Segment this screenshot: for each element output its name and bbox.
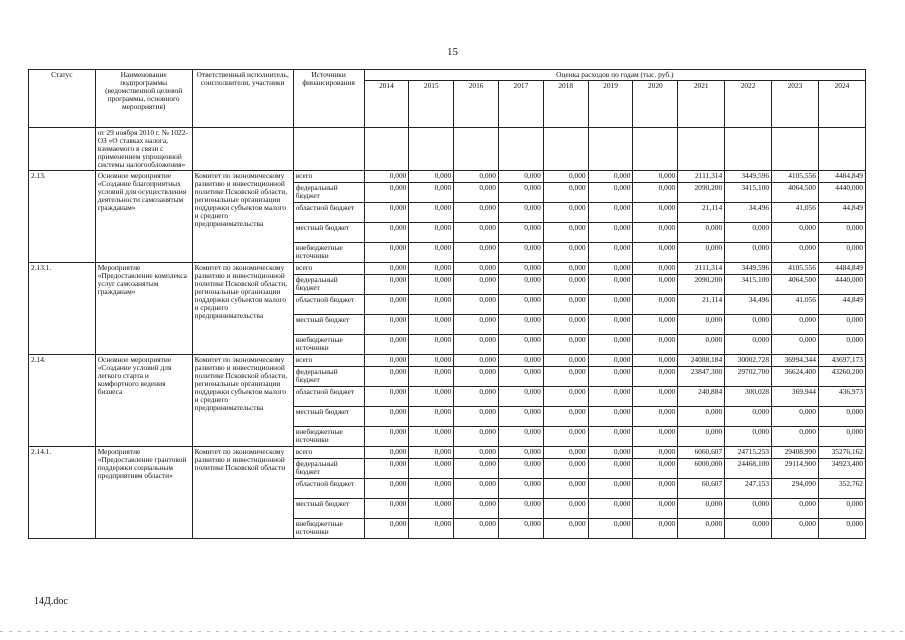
amount-cell: 0,000 — [409, 334, 454, 354]
amount-cell: 0,000 — [409, 458, 454, 478]
amount-cell: 0,000 — [543, 262, 588, 274]
amount-cell: 0,000 — [543, 222, 588, 242]
continuation-status-cell — [29, 127, 96, 170]
amount-cell: 0,000 — [364, 458, 409, 478]
funding-source: внебюджетные источники — [293, 242, 364, 262]
amount-cell: 0,000 — [772, 334, 819, 354]
amount-cell: 0,000 — [633, 406, 678, 426]
amount-cell: 0,000 — [818, 426, 865, 446]
amount-cell: 34,496 — [725, 202, 772, 222]
amount-cell: 0,000 — [364, 498, 409, 518]
amount-cell: 21,114 — [678, 202, 725, 222]
amount-cell: 0,000 — [725, 426, 772, 446]
amount-cell: 0,000 — [454, 182, 499, 202]
amount-cell: 29702,700 — [725, 366, 772, 386]
amount-cell: 0,000 — [678, 426, 725, 446]
amount-cell: 0,000 — [543, 182, 588, 202]
amount-cell: 0,000 — [633, 222, 678, 242]
amount-cell: 2090,200 — [678, 182, 725, 202]
amount-cell: 0,000 — [454, 478, 499, 498]
amount-cell: 0,000 — [454, 274, 499, 294]
amount-cell: 0,000 — [364, 406, 409, 426]
amount-cell: 43697,173 — [818, 354, 865, 366]
amount-cell: 4484,849 — [818, 262, 865, 274]
amount-cell: 0,000 — [409, 354, 454, 366]
amount-cell: 0,000 — [409, 242, 454, 262]
amount-cell: 4484,849 — [818, 170, 865, 182]
amount-cell: 0,000 — [633, 274, 678, 294]
amount-cell: 0,000 — [364, 334, 409, 354]
amount-cell: 43260,200 — [818, 366, 865, 386]
funding-source: внебюджетные источники — [293, 334, 364, 354]
amount-cell: 0,000 — [364, 426, 409, 446]
row-responsible: Комитет по экономическому развитию и инвестиционной политике Псковской области, региональные организации поддержки субъектов малого и среднего предпринимательства — [192, 262, 293, 354]
amount-cell: 0,000 — [588, 518, 633, 538]
amount-cell: 0,000 — [588, 274, 633, 294]
amount-cell: 0,000 — [454, 366, 499, 386]
amount-cell: 0,000 — [499, 366, 544, 386]
amount-cell: 0,000 — [588, 202, 633, 222]
amount-cell: 369,944 — [772, 386, 819, 406]
amount-cell: 2111,314 — [678, 262, 725, 274]
amount-cell: 0,000 — [678, 242, 725, 262]
amount-cell: 0,000 — [678, 406, 725, 426]
amount-cell: 0,000 — [454, 262, 499, 274]
amount-cell: 436,973 — [818, 386, 865, 406]
amount-cell: 6060,607 — [678, 446, 725, 458]
amount-cell: 0,000 — [633, 262, 678, 274]
amount-cell: 35276,162 — [818, 446, 865, 458]
amount-cell: 0,000 — [454, 242, 499, 262]
scan-edge-artifact — [0, 631, 905, 632]
amount-cell: 0,000 — [499, 222, 544, 242]
continuation-responsible-cell — [192, 127, 293, 170]
funding-source: областной бюджет — [293, 294, 364, 314]
amount-cell: 0,000 — [499, 386, 544, 406]
amount-cell: 0,000 — [409, 518, 454, 538]
amount-cell: 0,000 — [409, 202, 454, 222]
amount-cell: 0,000 — [543, 242, 588, 262]
amount-cell: 0,000 — [588, 222, 633, 242]
page-number: 15 — [447, 46, 458, 58]
amount-cell: 0,000 — [454, 458, 499, 478]
amount-cell: 0,000 — [633, 354, 678, 366]
amount-cell: 0,000 — [588, 386, 633, 406]
amount-cell: 0,000 — [499, 294, 544, 314]
amount-cell: 0,000 — [454, 202, 499, 222]
amount-cell: 0,000 — [499, 242, 544, 262]
amount-cell: 44,849 — [818, 202, 865, 222]
amount-cell: 4064,500 — [772, 182, 819, 202]
header-sources: Источники финансирования — [293, 70, 364, 128]
header-year: 2021 — [678, 80, 725, 127]
amount-cell: 0,000 — [543, 386, 588, 406]
amount-cell: 0,000 — [454, 314, 499, 334]
header-year: 2022 — [725, 80, 772, 127]
header-year: 2024 — [818, 80, 865, 127]
amount-cell: 0,000 — [588, 314, 633, 334]
amount-cell: 4105,556 — [772, 170, 819, 182]
funding-source: областной бюджет — [293, 386, 364, 406]
continuation-source-cell — [293, 127, 364, 170]
amount-cell: 0,000 — [678, 518, 725, 538]
amount-cell: 0,000 — [772, 242, 819, 262]
funding-source: федеральный бюджет — [293, 182, 364, 202]
amount-cell: 21,114 — [678, 294, 725, 314]
amount-cell: 0,000 — [588, 458, 633, 478]
amount-cell: 41,056 — [772, 294, 819, 314]
amount-cell: 0,000 — [409, 446, 454, 458]
amount-cell: 34,496 — [725, 294, 772, 314]
amount-cell: 0,000 — [543, 334, 588, 354]
amount-cell: 24468,100 — [725, 458, 772, 478]
funding-source: областной бюджет — [293, 478, 364, 498]
amount-cell: 0,000 — [499, 498, 544, 518]
amount-cell: 0,000 — [543, 354, 588, 366]
header-year: 2014 — [364, 80, 409, 127]
amount-cell: 0,000 — [409, 498, 454, 518]
amount-cell: 0,000 — [409, 366, 454, 386]
amount-cell: 0,000 — [499, 518, 544, 538]
amount-cell: 0,000 — [454, 498, 499, 518]
amount-cell: 0,000 — [633, 386, 678, 406]
amount-cell: 0,000 — [678, 334, 725, 354]
amount-cell: 0,000 — [499, 458, 544, 478]
table-row — [29, 354, 866, 366]
amount-cell: 0,000 — [818, 222, 865, 242]
amount-cell: 3449,596 — [725, 262, 772, 274]
header-year: 2015 — [409, 80, 454, 127]
header-status: Статус — [29, 70, 96, 128]
funding-source: местный бюджет — [293, 406, 364, 426]
funding-source: местный бюджет — [293, 222, 364, 242]
amount-cell: 247,153 — [725, 478, 772, 498]
funding-source: всего — [293, 446, 364, 458]
amount-cell: 0,000 — [364, 274, 409, 294]
amount-cell: 0,000 — [633, 458, 678, 478]
amount-cell: 0,000 — [499, 406, 544, 426]
amount-cell: 4440,000 — [818, 182, 865, 202]
amount-cell: 30002,728 — [725, 354, 772, 366]
amount-cell: 0,000 — [454, 294, 499, 314]
amount-cell: 44,849 — [818, 294, 865, 314]
header-name: Наименование подпрограммы (ведомственной целевой программы, основного мероприятия) — [95, 70, 192, 128]
amount-cell: 0,000 — [499, 354, 544, 366]
amount-cell: 0,000 — [725, 518, 772, 538]
amount-cell: 0,000 — [588, 498, 633, 518]
amount-cell: 0,000 — [364, 314, 409, 334]
amount-cell: 0,000 — [818, 242, 865, 262]
row-responsible: Комитет по экономическому развитию и инвестиционной политике Псковской области — [192, 446, 293, 538]
amount-cell: 4440,000 — [818, 274, 865, 294]
amount-cell: 0,000 — [543, 314, 588, 334]
funding-source: областной бюджет — [293, 202, 364, 222]
row-responsible: Комитет по экономическому развитию и инвестиционной политике Псковской области, региональные организации поддержки субъектов малого и среднего предпринимательства — [192, 354, 293, 446]
amount-cell: 0,000 — [818, 498, 865, 518]
amount-cell: 0,000 — [543, 518, 588, 538]
amount-cell: 0,000 — [633, 294, 678, 314]
amount-cell: 0,000 — [409, 478, 454, 498]
row-name: Основное мероприятие «Создание благоприятных условий для осуществления деятельности самозанятым гражданам» — [95, 170, 192, 262]
amount-cell: 0,000 — [772, 222, 819, 242]
amount-cell: 0,000 — [543, 478, 588, 498]
amount-cell: 0,000 — [633, 242, 678, 262]
amount-cell: 0,000 — [364, 518, 409, 538]
amount-cell: 0,000 — [633, 202, 678, 222]
amount-cell: 0,000 — [772, 518, 819, 538]
amount-cell: 0,000 — [543, 274, 588, 294]
amount-cell: 0,000 — [499, 334, 544, 354]
amount-cell: 6000,000 — [678, 458, 725, 478]
amount-cell: 0,000 — [454, 446, 499, 458]
amount-cell: 0,000 — [364, 222, 409, 242]
document-filename: 14Д.doc — [34, 596, 68, 607]
amount-cell: 0,000 — [499, 426, 544, 446]
amount-cell: 0,000 — [633, 314, 678, 334]
amount-cell: 0,000 — [409, 386, 454, 406]
amount-cell: 0,000 — [678, 314, 725, 334]
amount-cell: 60,607 — [678, 478, 725, 498]
amount-cell: 0,000 — [543, 498, 588, 518]
funding-source: местный бюджет — [293, 498, 364, 518]
amount-cell: 0,000 — [543, 458, 588, 478]
amount-cell: 0,000 — [633, 478, 678, 498]
amount-cell: 0,000 — [772, 314, 819, 334]
amount-cell: 0,000 — [543, 446, 588, 458]
amount-cell: 0,000 — [725, 314, 772, 334]
amount-cell: 24088,184 — [678, 354, 725, 366]
amount-cell: 3415,100 — [725, 274, 772, 294]
header-year: 2016 — [454, 80, 499, 127]
amount-cell: 0,000 — [364, 354, 409, 366]
amount-cell: 0,000 — [454, 170, 499, 182]
amount-cell: 0,000 — [499, 182, 544, 202]
continuation-row — [29, 127, 866, 170]
amount-cell: 29408,990 — [772, 446, 819, 458]
amount-cell: 0,000 — [818, 334, 865, 354]
amount-cell: 240,884 — [678, 386, 725, 406]
amount-cell: 0,000 — [364, 478, 409, 498]
amount-cell: 0,000 — [588, 242, 633, 262]
header-year: 2023 — [772, 80, 819, 127]
amount-cell: 0,000 — [772, 426, 819, 446]
amount-cell: 0,000 — [633, 182, 678, 202]
amount-cell: 0,000 — [409, 406, 454, 426]
amount-cell: 300,028 — [725, 386, 772, 406]
row-responsible: Комитет по экономическому развитию и инвестиционной политике Псковской области, региональные организации поддержки субъектов малого и среднего предпринимательства — [192, 170, 293, 262]
table-row — [29, 170, 866, 182]
amount-cell: 0,000 — [543, 426, 588, 446]
header-year: 2019 — [588, 80, 633, 127]
funding-source: всего — [293, 354, 364, 366]
amount-cell: 0,000 — [588, 262, 633, 274]
amount-cell: 0,000 — [364, 242, 409, 262]
amount-cell: 0,000 — [454, 354, 499, 366]
amount-cell: 0,000 — [409, 262, 454, 274]
amount-cell: 0,000 — [454, 222, 499, 242]
row-status: 2.14. — [29, 354, 96, 446]
amount-cell: 0,000 — [725, 334, 772, 354]
amount-cell: 0,000 — [364, 202, 409, 222]
amount-cell: 0,000 — [633, 518, 678, 538]
amount-cell: 23847,300 — [678, 366, 725, 386]
amount-cell: 0,000 — [588, 170, 633, 182]
amount-cell: 0,000 — [543, 294, 588, 314]
amount-cell: 0,000 — [454, 406, 499, 426]
row-status: 2.14.1. — [29, 446, 96, 538]
amount-cell: 0,000 — [364, 446, 409, 458]
amount-cell: 0,000 — [364, 366, 409, 386]
funding-source: местный бюджет — [293, 314, 364, 334]
amount-cell: 2111,314 — [678, 170, 725, 182]
amount-cell: 352,762 — [818, 478, 865, 498]
amount-cell: 0,000 — [409, 170, 454, 182]
amount-cell: 29114,900 — [772, 458, 819, 478]
header-estimate: Оценка расходов по годам (тыс. руб.) — [364, 70, 865, 81]
funding-source: внебюджетные источники — [293, 518, 364, 538]
amount-cell: 3415,100 — [725, 182, 772, 202]
row-status: 2.13. — [29, 170, 96, 262]
amount-cell: 4105,556 — [772, 262, 819, 274]
amount-cell: 294,090 — [772, 478, 819, 498]
amount-cell: 0,000 — [633, 498, 678, 518]
amount-cell: 3449,596 — [725, 170, 772, 182]
amount-cell: 0,000 — [454, 518, 499, 538]
funding-source: федеральный бюджет — [293, 458, 364, 478]
amount-cell: 0,000 — [454, 386, 499, 406]
amount-cell: 0,000 — [543, 406, 588, 426]
amount-cell: 0,000 — [772, 498, 819, 518]
amount-cell: 0,000 — [409, 182, 454, 202]
amount-cell: 0,000 — [543, 202, 588, 222]
amount-cell: 2090,200 — [678, 274, 725, 294]
amount-cell: 0,000 — [364, 386, 409, 406]
header-year: 2020 — [633, 80, 678, 127]
amount-cell: 0,000 — [818, 314, 865, 334]
amount-cell: 0,000 — [725, 222, 772, 242]
amount-cell: 0,000 — [499, 202, 544, 222]
amount-cell: 0,000 — [725, 406, 772, 426]
amount-cell: 0,000 — [772, 406, 819, 426]
amount-cell: 0,000 — [364, 170, 409, 182]
table-row — [29, 446, 866, 458]
amount-cell: 0,000 — [678, 222, 725, 242]
budget-table — [28, 69, 866, 539]
funding-source: всего — [293, 262, 364, 274]
amount-cell: 0,000 — [499, 262, 544, 274]
amount-cell: 0,000 — [364, 182, 409, 202]
amount-cell: 0,000 — [499, 478, 544, 498]
funding-source: федеральный бюджет — [293, 274, 364, 294]
amount-cell: 0,000 — [588, 294, 633, 314]
amount-cell: 0,000 — [543, 366, 588, 386]
amount-cell: 0,000 — [409, 222, 454, 242]
amount-cell: 0,000 — [543, 170, 588, 182]
amount-cell: 0,000 — [588, 182, 633, 202]
amount-cell: 24715,253 — [725, 446, 772, 458]
amount-cell: 0,000 — [409, 274, 454, 294]
amount-cell: 0,000 — [633, 446, 678, 458]
amount-cell: 0,000 — [588, 406, 633, 426]
amount-cell: 41,056 — [772, 202, 819, 222]
header-responsible: Ответственный исполнитель, соисполнители, участники — [192, 70, 293, 128]
amount-cell: 0,000 — [409, 314, 454, 334]
amount-cell: 0,000 — [409, 294, 454, 314]
amount-cell: 0,000 — [454, 426, 499, 446]
amount-cell: 0,000 — [818, 518, 865, 538]
amount-cell: 0,000 — [499, 446, 544, 458]
amount-cell: 0,000 — [725, 242, 772, 262]
amount-cell: 0,000 — [725, 498, 772, 518]
row-name: Мероприятие «Предоставление грантовой поддержки социальным предприятиям области» — [95, 446, 192, 538]
amount-cell: 0,000 — [588, 478, 633, 498]
row-name: Основное мероприятие «Создание условий для легкого старта и комфортного ведения бизнеса — [95, 354, 192, 446]
amount-cell: 4064,500 — [772, 274, 819, 294]
amount-cell: 0,000 — [633, 170, 678, 182]
amount-cell: 0,000 — [678, 498, 725, 518]
row-name: Мероприятие «Предоставление комплекса услуг самозанятым гражданам» — [95, 262, 192, 354]
continuation-name-cell: от 29 ноября 2010 г. № 1022-ОЗ «О ставках налога, взимаемого в связи с применением упрощенной системы налогообложения» — [95, 127, 192, 170]
table-row — [29, 262, 866, 274]
amount-cell: 0,000 — [633, 426, 678, 446]
amount-cell: 0,000 — [364, 262, 409, 274]
funding-source: всего — [293, 170, 364, 182]
amount-cell: 0,000 — [409, 426, 454, 446]
amount-cell: 36994,344 — [772, 354, 819, 366]
amount-cell: 0,000 — [588, 366, 633, 386]
funding-source: внебюджетные источники — [293, 426, 364, 446]
funding-source: федеральный бюджет — [293, 366, 364, 386]
amount-cell: 0,000 — [454, 334, 499, 354]
amount-cell: 0,000 — [633, 366, 678, 386]
header-year: 2018 — [543, 80, 588, 127]
amount-cell: 0,000 — [588, 426, 633, 446]
amount-cell: 0,000 — [633, 334, 678, 354]
amount-cell: 36624,400 — [772, 366, 819, 386]
amount-cell: 0,000 — [499, 170, 544, 182]
row-status: 2.13.1. — [29, 262, 96, 354]
amount-cell: 0,000 — [499, 274, 544, 294]
amount-cell: 0,000 — [588, 354, 633, 366]
amount-cell: 34923,400 — [818, 458, 865, 478]
amount-cell: 0,000 — [364, 294, 409, 314]
amount-cell: 0,000 — [818, 406, 865, 426]
amount-cell: 0,000 — [499, 314, 544, 334]
amount-cell: 0,000 — [588, 446, 633, 458]
amount-cell: 0,000 — [588, 334, 633, 354]
header-year: 2017 — [499, 80, 544, 127]
